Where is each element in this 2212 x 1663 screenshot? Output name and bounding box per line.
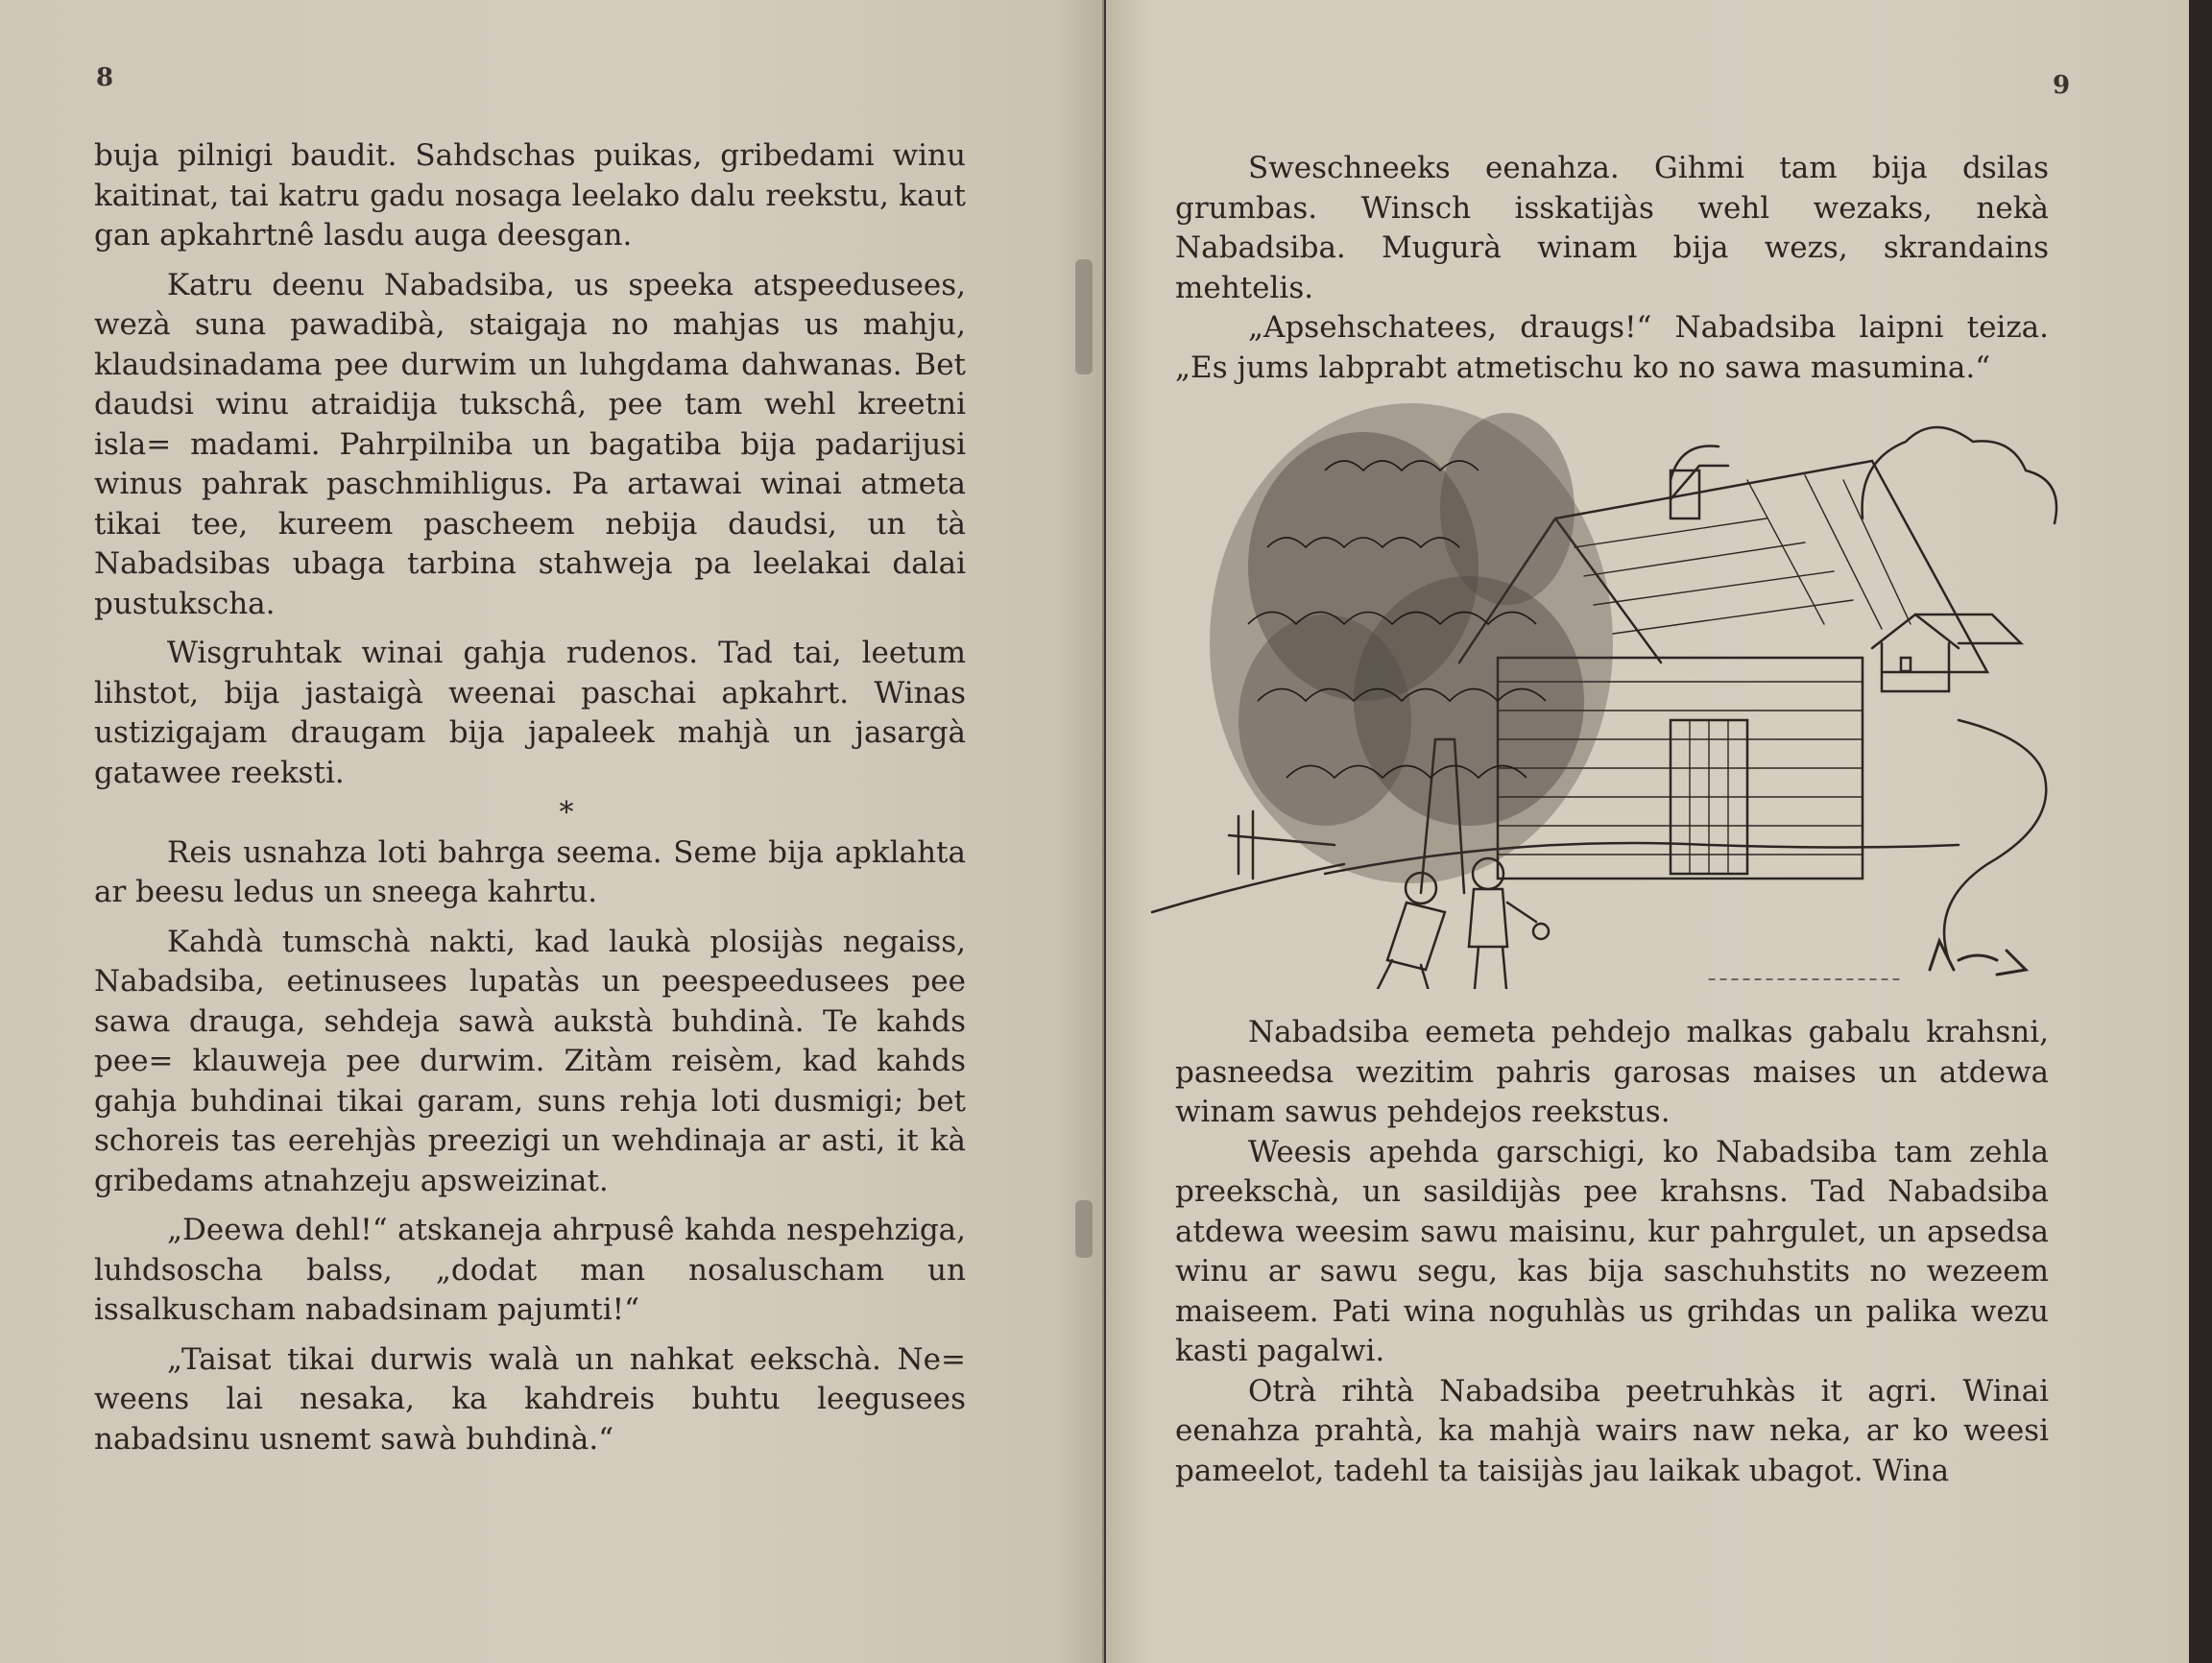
paragraph: Kahdà tumschà nakti, kad laukà plosijàs negaiss, Nabadsiba, eetinusees lupatàs un peespeedusees pee sawa drauga, sehdeja sawà aukstà buhdinà. Te kahds pee= klauweja pee durwim. Zitàm reisèm, kad kahds gahja buhdinai tikai garam, suns rehja loti dusmigi; bet schoreis tas eerehjàs preezigi un wehdinaja ar asti, it kà gribedams atnahzeju apsweizinat. (94, 924, 966, 1198)
paragraph: „Apsehschatees, draugs!“ Nabadsiba laipni teiza. „Es jums labprabt atmetischu ko no sawa masumina.“ (1175, 310, 2049, 385)
paragraph: Wisgruhtak winai gahja rudenos. Tad tai, leetum lihstot, bija jastaigà weenai paschai apkahrt. Winas ustizigajam draugam bija japaleek mahjà un jasargà gatawee reeksti. (94, 636, 966, 790)
paragraph: „Taisat tikai durwis walà un nahkat eekschà. Ne= weens lai nesaka, ka kahdreis buhtu leegusees nabadsinu usnemt sawà buhdinà.“ (94, 1341, 966, 1457)
cottage-illustration-icon (1133, 355, 2074, 989)
paragraph: Otrà rihtà Nabadsiba peetruhkàs it agri. Winai eenahza prahtà, ka mahjà wairs naw neka, ar ko weesi pameelot, tadehl ta taisijàs jau laikak ubagot. Wina (1175, 1373, 2049, 1488)
paragraph: „Deewa dehl!“ atskaneja ahrpusê kahda nespehziga, luhdsoscha balss, „dodat man nosaluscham un issalkuscham nabadsinam pajumti!“ (94, 1213, 966, 1327)
paragraph: Reis usnahza loti bahrga seema. Seme bija apklahta ar beesu ledus un sneega kahrtu. (94, 834, 966, 909)
paragraph: Weesis apehda garschigi, ko Nabadsiba tam zehla preekschà, un sasildijàs pee krahsns. Tad Nabadsiba atdewa weesim sawu maisinu, kur pahrgulet, un apsedsa winu ar sawu segu, kas bija saschuhstits no wezeem maiseem. Pati wina noguhlàs us grihdas un palika wezu kasti pagalwi. (1175, 1134, 2049, 1368)
left-page (0, 0, 1104, 1663)
paragraph: Sweschneeks eenahza. Gihmi tam bija dsilas grumbas. Winsch isskatijàs wehl wezaks, nekà Nabadsiba. Mugurà winam bija wezs, skrandains mehtelis. (1175, 151, 2049, 305)
paragraph: Katru deenu Nabadsiba, us speeka atspeedusees, wezà suna pawadibà, staigaja no mahjas us mahju, klaudsinadama pee durwim un luhgdama dahwanas. Bet daudsi winu atraidija tukschâ, pee tam wehl kreetni isla= madami. Pahrpilniba un bagatiba bija padarijusi winus pahrak paschmihligus. Pa artawai winai atmeta tikai tee, kureem pascheem nebija daudsi, un tà Nabadsibas ubaga tarbina stahweja pa leelakai dalai pustukscha. (94, 267, 966, 621)
right-page-text-top (1175, 149, 2049, 388)
book-edge (2189, 0, 2212, 1663)
binding-shadow (1075, 259, 1093, 374)
right-page-text-bottom (1175, 1013, 2049, 1491)
paragraph: buja pilnigi baudit. Sahdschas puikas, gribedami winu kaitinat, tai katru gadu nosaga leelako dalu reekstu, kaut gan apkahrtnê lasdu auga deesgan. (94, 138, 966, 253)
page-number-right: 9 (2053, 71, 2071, 100)
section-separator: * (559, 796, 574, 830)
paragraph: Nabadsiba eemeta pehdejo malkas gabalu krahsni, pasneedsa wezitim pahris garosas maises un atdewa winam sawus pehdejos reekstus. (1175, 1015, 2049, 1129)
binding-shadow (1075, 1200, 1093, 1258)
left-page-text (94, 136, 966, 1459)
page-number-left: 8 (96, 63, 114, 92)
